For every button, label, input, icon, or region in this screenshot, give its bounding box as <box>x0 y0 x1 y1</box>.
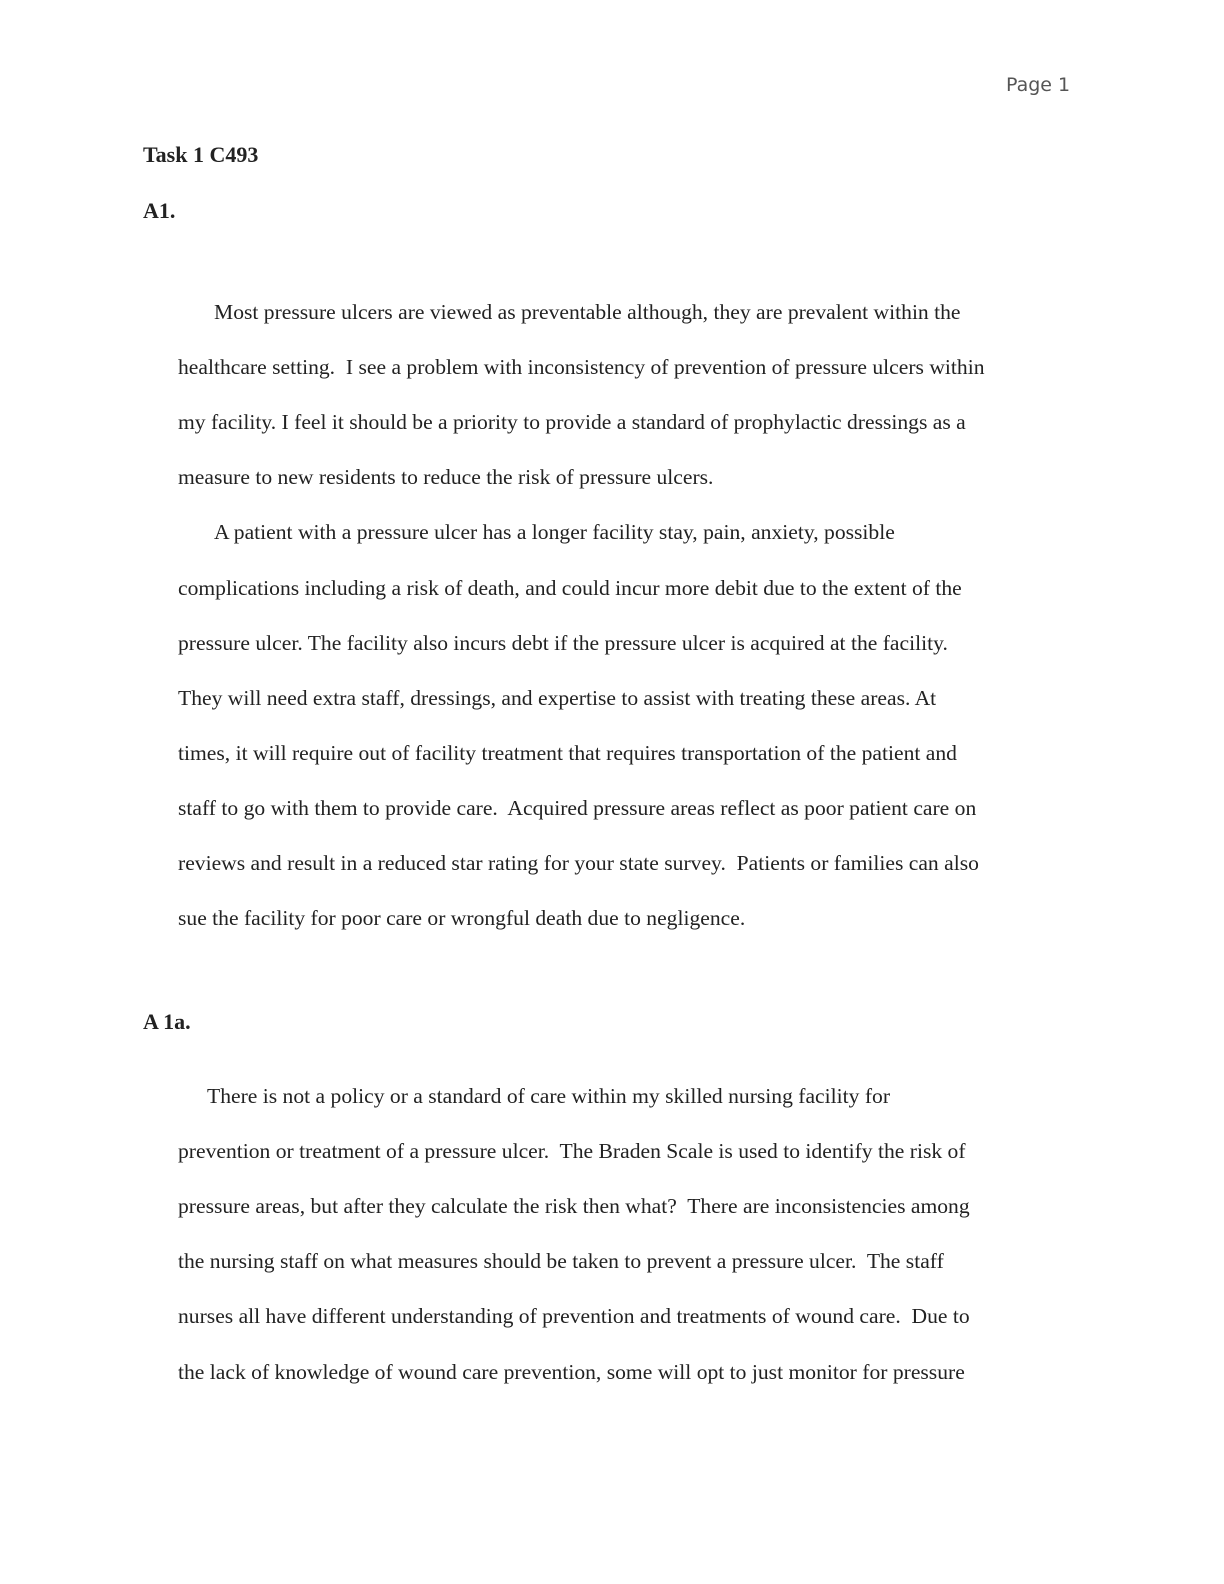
paragraph-line: staff to go with them to provide care. Acquired pressure areas reflect as poor patient care on <box>178 795 977 820</box>
paragraph-line: pressure areas, but after they calculate the risk then what? There are inconsistencies among <box>178 1194 970 1219</box>
paragraph-line: times, it will require out of facility treatment that requires transportation of the patient and <box>178 740 957 765</box>
page-number: Page 1 <box>1006 74 1071 96</box>
paragraph-line: measure to new residents to reduce the risk of pressure ulcers. <box>178 465 714 490</box>
paragraph-line: prevention or treatment of a pressure ulcer. The Braden Scale is used to identify the risk of <box>178 1139 966 1164</box>
paragraph-line: sue the facility for poor care or wrongful death due to negligence. <box>178 906 746 931</box>
paragraph-line: my facility. I feel it should be a priority to provide a standard of prophylactic dressings as a <box>178 410 966 435</box>
section-heading-a1: A1. <box>143 198 176 223</box>
document-title: Task 1 C493 <box>143 142 259 167</box>
paragraph-line: pressure ulcer. The facility also incurs debt if the pressure ulcer is acquired at the facility. <box>178 630 948 655</box>
paragraph-line: They will need extra staff, dressings, and expertise to assist with treating these areas. At <box>178 685 937 710</box>
paragraph-line: nurses all have different understanding of prevention and treatments of wound care. Due to <box>178 1304 970 1329</box>
paragraph-line: There is not a policy or a standard of care within my skilled nursing facility for <box>207 1084 891 1108</box>
paragraph-line: reviews and result in a reduced star rating for your state survey. Patients or families can also <box>178 851 979 875</box>
paragraph-line: A patient with a pressure ulcer has a longer facility stay, pain, anxiety, possible <box>214 520 895 545</box>
paragraph-line: Most pressure ulcers are viewed as preventable although, they are prevalent within the <box>214 300 961 324</box>
paragraph-line: the lack of knowledge of wound care prevention, some will opt to just monitor for pressure <box>178 1359 965 1384</box>
paragraph-line: complications including a risk of death, and could incur more debit due to the extent of the <box>178 575 962 600</box>
section-heading-a1a: A 1a. <box>143 1009 191 1034</box>
paragraph-line: the nursing staff on what measures should be taken to prevent a pressure ulcer. The staff <box>178 1249 944 1274</box>
paragraph-line: healthcare setting. I see a problem with inconsistency of prevention of pressure ulcers within <box>178 355 985 380</box>
